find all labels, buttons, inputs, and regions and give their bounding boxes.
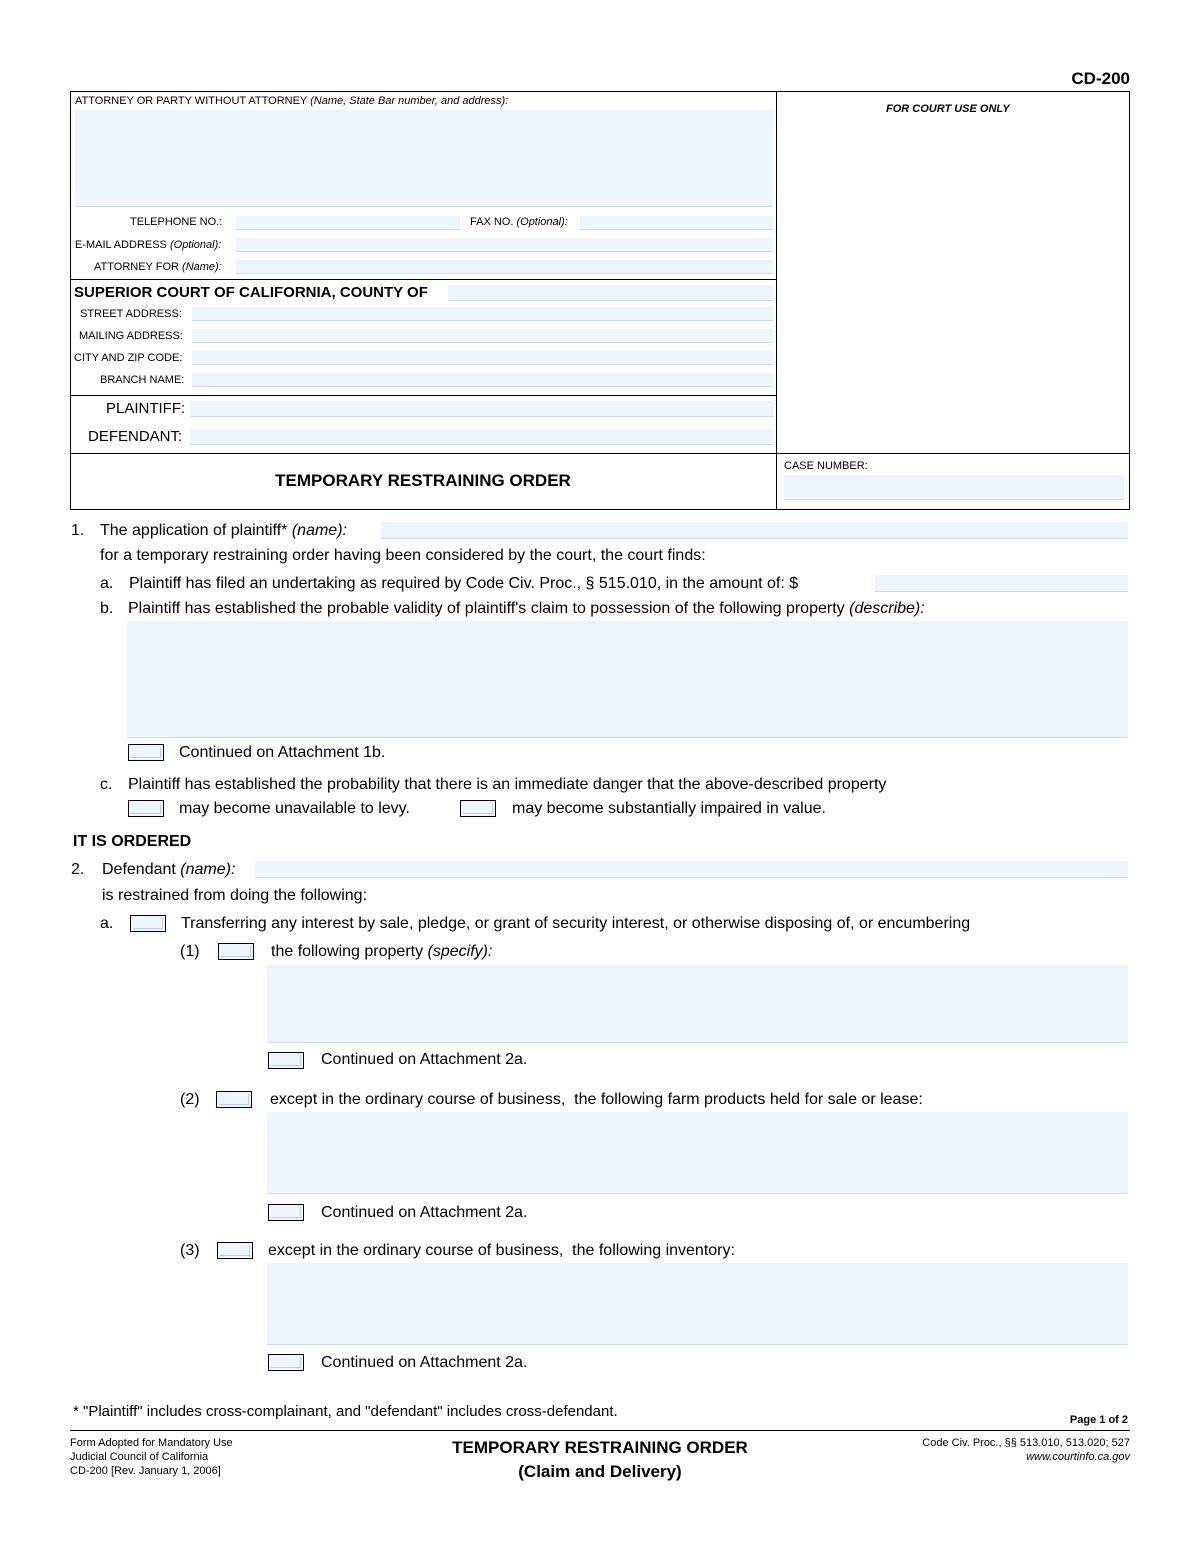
plaintiff-label: PLAINTIFF: [106, 400, 186, 417]
court-parties-divider [70, 395, 777, 396]
sub2-text: except in the ordinary course of business, the following farm products held for sale or lease: [270, 1091, 923, 1108]
telephone-label: TELEPHONE NO.: [130, 216, 223, 228]
property-description-field[interactable] [127, 621, 1128, 738]
attorney-for-label: ATTORNEY FOR (Name): [94, 261, 222, 273]
footer-rule [70, 1430, 1130, 1431]
email-field[interactable] [236, 238, 773, 252]
footer-website[interactable]: www.courtinfo.ca.gov [1026, 1451, 1130, 1463]
sub1-text: the following property (specify): [271, 943, 493, 960]
ordered-heading: IT IS ORDERED [73, 833, 192, 850]
attorney-label: ATTORNEY OR PARTY WITHOUT ATTORNEY (Name, State Bar number, and address): [75, 95, 509, 107]
telephone-field[interactable] [236, 216, 460, 230]
defendant-field[interactable] [190, 429, 773, 445]
court-use-label: FOR COURT USE ONLY [886, 103, 1010, 115]
defendant-name-field[interactable] [255, 861, 1128, 878]
mailing-label: MAILING ADDRESS: [79, 330, 183, 342]
branch-field[interactable] [192, 373, 773, 387]
sub3-text: except in the ordinary course of business, the following inventory: [268, 1242, 735, 1259]
sub2-number: (2) [180, 1091, 200, 1108]
item1b-label: b. [100, 600, 114, 617]
attorney-for-field[interactable] [236, 260, 773, 274]
inventory-field[interactable] [267, 1263, 1128, 1345]
item2a-label: a. [100, 915, 114, 932]
footer-title-line1: TEMPORARY RESTRAINING ORDER [452, 1438, 748, 1457]
street-label: STREET ADDRESS: [80, 308, 182, 320]
form-number: CD-200 [1071, 69, 1130, 88]
email-label: E-MAIL ADDRESS (Optional): [75, 239, 222, 251]
item1a-text: Plaintiff has filed an undertaking as required by Code Civ. Proc., § 515.010, in the amount of: $ [129, 575, 799, 592]
item1a-label: a. [100, 575, 114, 592]
item2a-text: Transferring any interest by sale, pledge, or grant of security interest, or otherwise disposing of, or encumbering [181, 915, 971, 932]
document-title: TEMPORARY RESTRAINING ORDER [275, 471, 571, 490]
fax-label: FAX NO. (Optional): [470, 216, 568, 228]
footer-title [400, 1436, 800, 1484]
sub2-attachment-label: Continued on Attachment 2a. [321, 1204, 528, 1221]
sub3-attachment-label: Continued on Attachment 2a. [321, 1354, 528, 1371]
sub1-attachment-label: Continued on Attachment 2a. [321, 1051, 528, 1068]
attachment-1b-label: Continued on Attachment 1b. [179, 744, 386, 761]
unavailable-levy-label: may become unavailable to levy. [179, 800, 410, 817]
branch-label: BRANCH NAME: [100, 374, 185, 386]
undertaking-amount-field[interactable] [875, 575, 1128, 592]
fax-field[interactable] [580, 216, 773, 230]
footer-adopted: Form Adopted for Mandatory Use [70, 1437, 233, 1449]
sub3-number: (3) [180, 1242, 200, 1259]
sub3-attachment-checkbox[interactable] [268, 1354, 304, 1371]
farm-products-field[interactable] [267, 1112, 1128, 1194]
item1b-text: Plaintiff has established the probable validity of plaintiff's claim to possession of the following property (describe): [128, 600, 925, 617]
title-row-divider [70, 453, 1130, 454]
page-number: Page 1 of 2 [1069, 1414, 1128, 1426]
attorney-court-divider [70, 279, 777, 280]
case-number-field[interactable] [784, 475, 1124, 500]
footer-right [922, 1436, 1130, 1464]
item1-text: The application of plaintiff* (name): [100, 522, 347, 539]
sub2-checkbox[interactable] [216, 1091, 252, 1108]
impaired-value-checkbox[interactable] [460, 800, 496, 817]
sub2-attachment-checkbox[interactable] [268, 1204, 304, 1221]
footer-left [70, 1436, 233, 1478]
street-field[interactable] [192, 307, 773, 321]
plaintiff-name-field[interactable] [381, 522, 1128, 539]
attorney-name-address-field[interactable] [75, 110, 773, 207]
footer-title-line2: (Claim and Delivery) [518, 1462, 682, 1481]
city-label: CITY AND ZIP CODE: [74, 352, 183, 364]
item2-number: 2. [71, 861, 85, 878]
impaired-value-label: may become substantially impaired in value. [512, 800, 826, 817]
mailing-field[interactable] [192, 329, 773, 343]
item1c-label: c. [100, 776, 113, 793]
sub1-checkbox[interactable] [218, 943, 254, 960]
defendant-label: DEFENDANT: [88, 428, 183, 445]
sub1-property-field[interactable] [267, 965, 1128, 1043]
plaintiff-field[interactable] [190, 401, 773, 417]
item2a-checkbox[interactable] [130, 915, 166, 932]
item1-number: 1. [71, 522, 85, 539]
item2-text: Defendant (name): [102, 861, 236, 878]
city-zip-field[interactable] [192, 351, 773, 365]
item1c-text: Plaintiff has established the probability that there is an immediate danger that the above-described property [128, 776, 887, 793]
court-title: SUPERIOR COURT OF CALIFORNIA, COUNTY OF [74, 284, 428, 301]
item1-finds: for a temporary restraining order having been considered by the court, the court finds: [100, 547, 706, 564]
footer-code-ref: Code Civ. Proc., §§ 513.010, 513.020; 527 [922, 1437, 1130, 1449]
footer-revision: CD-200 [Rev. January 1, 2006] [70, 1465, 221, 1477]
case-number-label: CASE NUMBER: [784, 460, 868, 472]
caption-divider [776, 91, 777, 510]
footer-council: Judicial Council of California [70, 1451, 209, 1463]
unavailable-levy-checkbox[interactable] [128, 800, 164, 817]
sub1-attachment-checkbox[interactable] [268, 1052, 304, 1069]
county-field[interactable] [448, 285, 773, 301]
item2-restrained: is restrained from doing the following: [102, 887, 368, 904]
attachment-1b-checkbox[interactable] [128, 744, 164, 761]
sub3-checkbox[interactable] [217, 1242, 253, 1259]
footnote: * "Plaintiff" includes cross-complainant, and "defendant" includes cross-defendant. [73, 1403, 618, 1420]
sub1-number: (1) [180, 943, 200, 960]
